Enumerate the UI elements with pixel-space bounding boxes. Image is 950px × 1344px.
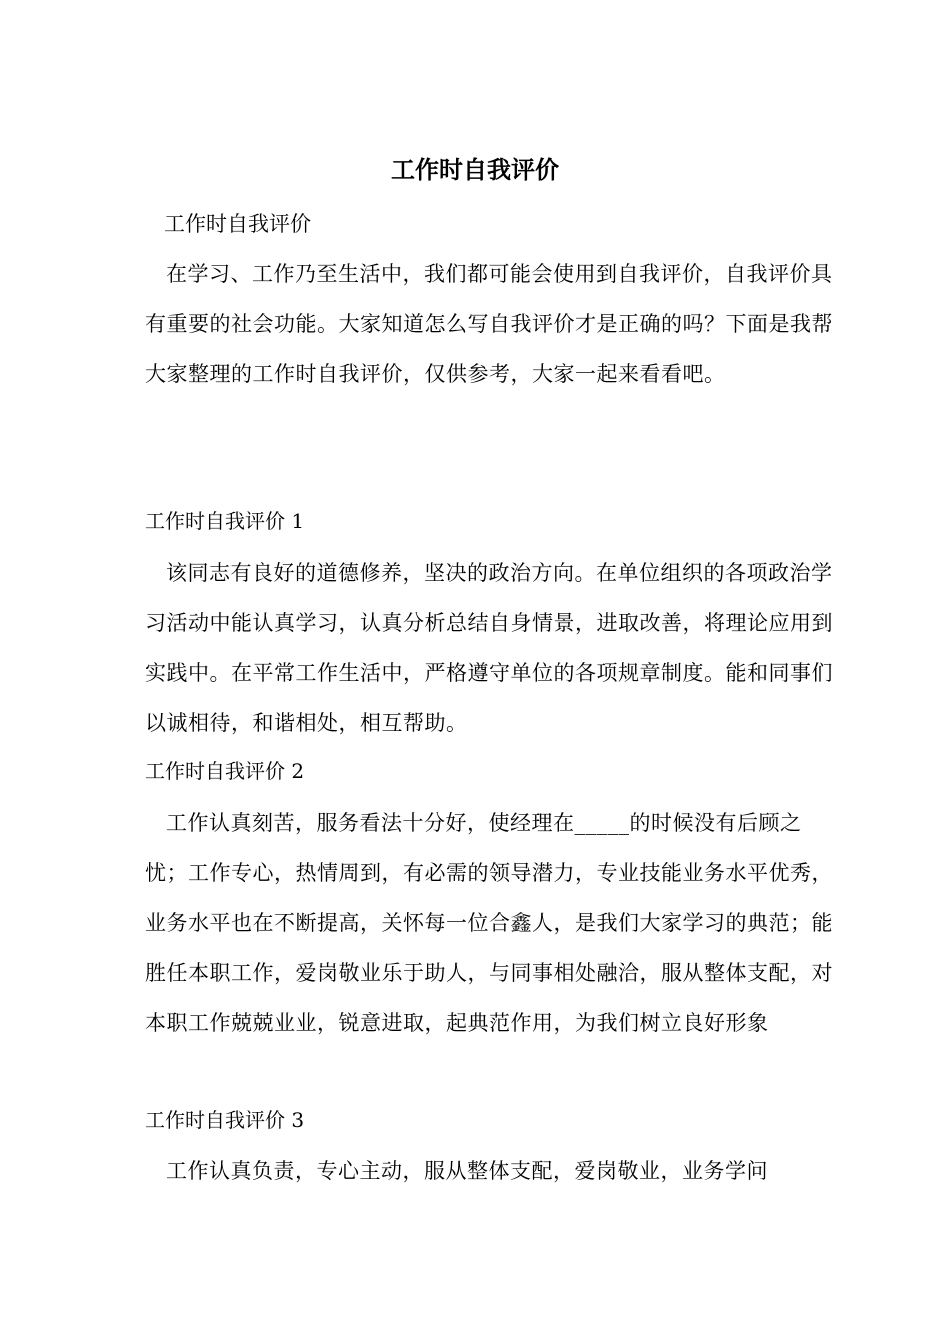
- section-heading-3: 工作时自我评价 3: [145, 1108, 305, 1132]
- section-body-3: 工作认真负责，专心主动，服从整体支配，爱岗敬业，业务学问: [166, 1159, 768, 1183]
- document-title: 工作时自我评价: [391, 155, 559, 184]
- document-subtitle: 工作时自我评价: [164, 212, 311, 236]
- intro-paragraph: 在学习、工作乃至生活中，我们都可能会使用到自我评价，自我评价具有重要的社会功能。大家知道怎么写自我评价才是正确的吗？下面是我帮大家整理的工作时自我评价，仅供参考，大家一起来看看吧。: [145, 262, 833, 386]
- section-heading-1: 工作时自我评价 1: [145, 509, 305, 533]
- section-body-1: 该同志有良好的道德修养，坚决的政治方向。在单位组织的各项政治学习活动中能认真学习，认真分析总结自身情景，进取改善，将理论应用到实践中。在平常工作生活中，严格遵守单位的各项规章制度。能和同事们以诚相待，和谐相处，相互帮助。: [145, 561, 833, 735]
- section-heading-2: 工作时自我评价 2: [145, 759, 305, 783]
- section-body-2: 工作认真刻苦，服务看法十分好，使经理在_____的时候没有后顾之忧；工作专心，热情周到，有必需的领导潜力，专业技能业务水平优秀，业务水平也在不断提高，关怀每一位合鑫人，是我们大家学习的典范；能胜任本职工作，爱岗敬业乐于助人，与同事相处融洽，服从整体支配，对本职工作兢兢业业，锐意进取，起典范作用，为我们树立良好形象: [145, 811, 833, 1035]
